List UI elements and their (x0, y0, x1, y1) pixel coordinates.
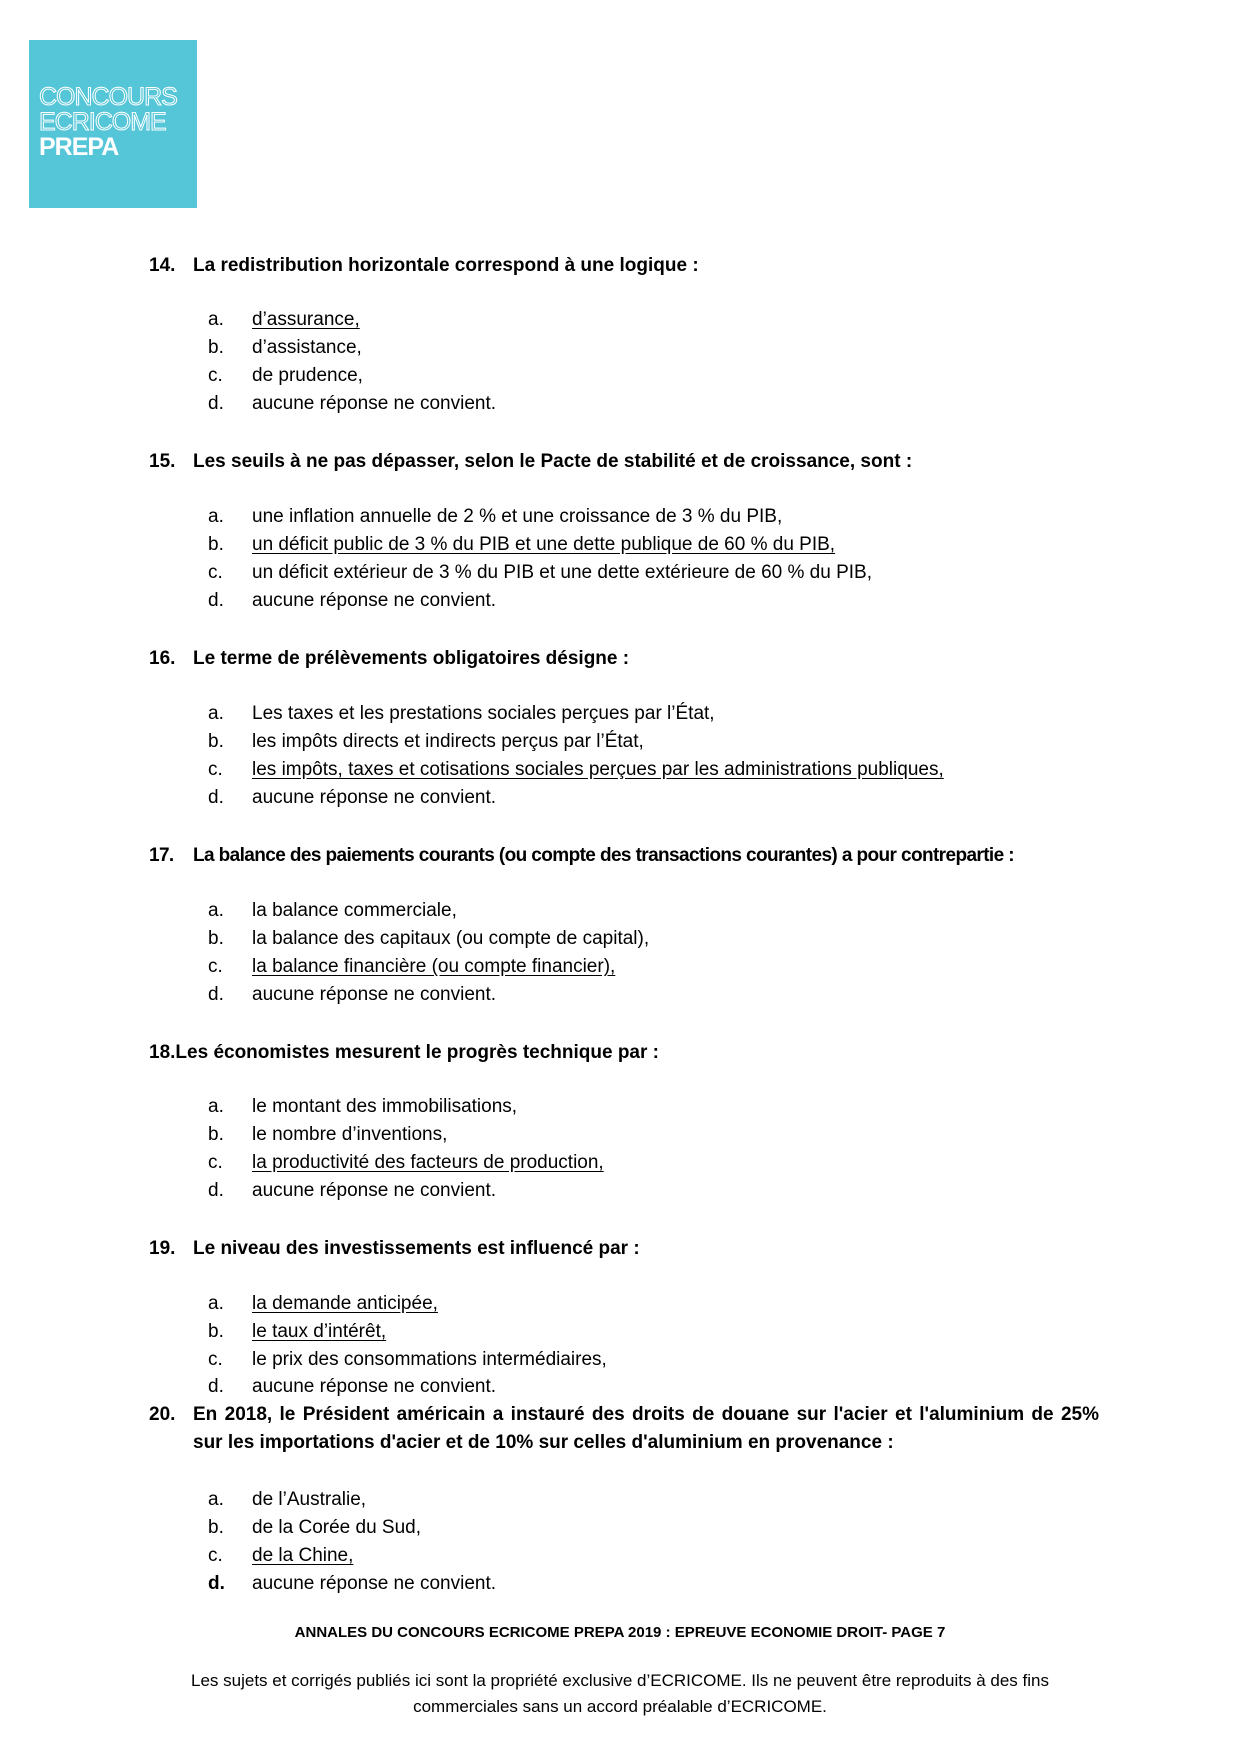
option-letter: b. (208, 1321, 224, 1342)
option-letter: d. (208, 1180, 224, 1201)
option-20c (208, 1542, 353, 1570)
question-number: 20. (149, 1404, 176, 1425)
option-letter: d. (208, 590, 224, 611)
option-text: un déficit public de 3 % du PIB et une dette publique de 60 % du PIB, (252, 534, 836, 555)
option-text: la balance commerciale, (252, 900, 457, 921)
question-19 (149, 1235, 1099, 1263)
option-letter: d. (208, 393, 224, 414)
option-16b (208, 728, 644, 756)
option-text: le nombre d’inventions, (252, 1124, 448, 1145)
logo-line-ecricome: ECRICOME (39, 108, 166, 136)
option-text: le prix des consommations intermédiaires, (252, 1349, 607, 1370)
option-letter: d. (208, 984, 224, 1005)
option-18d (208, 1177, 496, 1205)
option-letter: d. (208, 1573, 225, 1594)
option-14a (208, 306, 360, 334)
option-letter: c. (208, 759, 223, 780)
option-16d (208, 784, 496, 812)
ecricome-logo (29, 40, 197, 208)
logo-line-prepa: PREPA (39, 133, 119, 161)
option-15b (208, 531, 835, 559)
option-letter: d. (208, 787, 224, 808)
option-text: la productivité des facteurs de production, (252, 1152, 604, 1173)
question-17 (149, 842, 1099, 870)
option-text: une inflation annuelle de 2 % et une croissance de 3 % du PIB, (252, 506, 783, 527)
option-18c (208, 1149, 604, 1177)
option-letter: c. (208, 365, 223, 386)
question-number: 14. (149, 255, 176, 276)
question-20 (149, 1401, 1099, 1457)
question-number: 15. (149, 451, 176, 472)
option-14d (208, 390, 496, 418)
page-footer-title: ANNALES DU CONCOURS ECRICOME PREPA 2019 : EPREUVE ECONOMIE DROIT- PAGE 7 (294, 1624, 946, 1641)
option-15c (208, 559, 872, 587)
option-20d (208, 1570, 496, 1598)
question-number: 18. (149, 1042, 176, 1063)
option-18a (208, 1093, 517, 1121)
option-text: d’assistance, (252, 337, 362, 358)
question-text: La balance des paiements courants (ou compte des transactions courantes) a pour contrepartie : (193, 845, 1014, 866)
question-14 (149, 252, 1099, 280)
option-15a (208, 503, 782, 531)
option-19d (208, 1373, 496, 1401)
option-letter: b. (208, 534, 224, 555)
option-text: le taux d’intérêt, (252, 1321, 387, 1342)
option-letter: a. (208, 900, 224, 921)
option-text: un déficit extérieur de 3 % du PIB et une dette extérieure de 60 % du PIB, (252, 562, 872, 583)
option-text: le montant des immobilisations, (252, 1096, 518, 1117)
option-letter: a. (208, 309, 224, 330)
option-20b (208, 1514, 421, 1542)
option-text: aucune réponse ne convient. (252, 1376, 497, 1397)
option-text: Les taxes et les prestations sociales perçues par l’État, (252, 703, 715, 724)
option-letter: a. (208, 1489, 224, 1510)
option-17a (208, 897, 457, 925)
question-18 (149, 1039, 1099, 1067)
option-17b (208, 925, 649, 953)
question-text: Le terme de prélèvements obligatoires désigne : (193, 648, 630, 669)
option-text: aucune réponse ne convient. (252, 1180, 497, 1201)
option-19b (208, 1318, 386, 1346)
option-14b (208, 334, 362, 362)
option-letter: a. (208, 1096, 224, 1117)
option-17c (208, 953, 615, 981)
option-letter: a. (208, 506, 224, 527)
option-letter: b. (208, 731, 224, 752)
option-14c (208, 362, 363, 390)
option-letter: a. (208, 703, 224, 724)
option-16a (208, 700, 715, 728)
option-text: les impôts directs et indirects perçus par l’État, (252, 731, 644, 752)
option-18b (208, 1121, 447, 1149)
option-text: la demande anticipée, (252, 1293, 438, 1314)
option-letter: c. (208, 562, 223, 583)
option-text: aucune réponse ne convient. (252, 393, 497, 414)
option-text: de la Corée du Sud, (252, 1517, 422, 1538)
question-text: Les économistes mesurent le progrès technique par : (175, 1042, 660, 1063)
option-19a (208, 1290, 438, 1318)
option-letter: c. (208, 1152, 223, 1173)
option-letter: c. (208, 956, 223, 977)
option-text: la balance des capitaux (ou compte de capital), (252, 928, 650, 949)
question-text: La redistribution horizontale correspond à une logique : (193, 255, 699, 276)
option-19c (208, 1346, 607, 1374)
question-number: 19. (149, 1238, 176, 1259)
question-text: Les seuils à ne pas dépasser, selon le Pacte de stabilité et de croissance, sont : (193, 451, 913, 472)
question-number: 17. (149, 845, 174, 866)
logo-line-concours: CONCOURS (39, 83, 177, 111)
option-letter: b. (208, 928, 224, 949)
option-16c (208, 756, 944, 784)
option-20a (208, 1486, 366, 1514)
copyright-notice: Les sujets et corrigés publiés ici sont la propriété exclusive d’ECRICOME. Ils ne peuvent être reproduits à des fins commerciales sans un accord préalable d’ECRICOME. (191, 1671, 1049, 1716)
option-letter: c. (208, 1349, 223, 1370)
option-text: aucune réponse ne convient. (252, 984, 497, 1005)
question-text: Le niveau des investissements est influencé par : (193, 1238, 640, 1259)
question-16 (149, 645, 1099, 673)
option-text: de la Chine, (252, 1545, 354, 1566)
question-number: 16. (149, 648, 176, 669)
option-text: de l’Australie, (252, 1489, 367, 1510)
option-letter: a. (208, 1293, 224, 1314)
option-15d (208, 587, 496, 615)
option-text: aucune réponse ne convient. (252, 1573, 497, 1594)
option-letter: c. (208, 1545, 223, 1566)
option-letter: b. (208, 1517, 224, 1538)
option-text: aucune réponse ne convient. (252, 787, 497, 808)
question-text: En 2018, le Président américain a instauré des droits de douane sur l'acier et l'aluminium de 25% sur les importations d'acier et de 10% sur celles d'aluminium en provenance : (193, 1404, 1099, 1453)
option-text: la balance financière (ou compte financier), (252, 956, 616, 977)
option-text: d’assurance, (252, 309, 360, 330)
question-15 (149, 448, 1099, 476)
option-text: aucune réponse ne convient. (252, 590, 497, 611)
option-letter: b. (208, 1124, 224, 1145)
option-17d (208, 981, 496, 1009)
option-letter: d. (208, 1376, 224, 1397)
option-letter: b. (208, 337, 224, 358)
option-text: de prudence, (252, 365, 363, 386)
option-text: les impôts, taxes et cotisations sociales perçues par les administrations publiques, (252, 759, 944, 780)
